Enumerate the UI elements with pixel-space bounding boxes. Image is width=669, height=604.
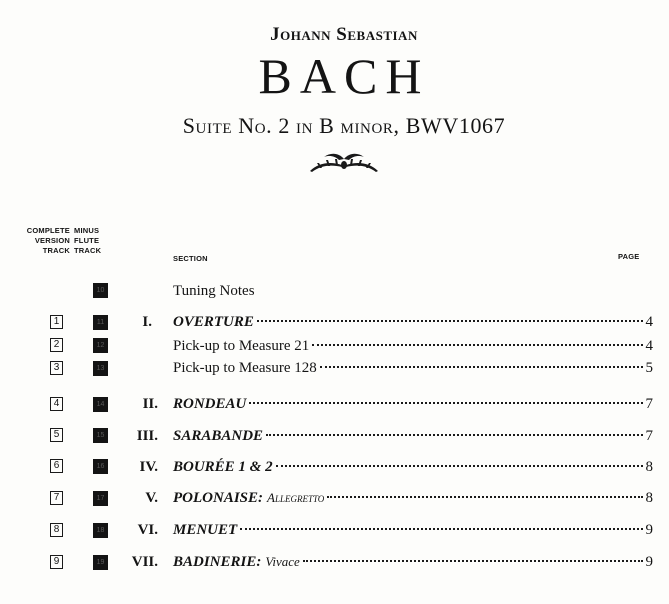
minus-track-box: 17 — [93, 491, 108, 506]
dot-leader — [320, 366, 643, 368]
complete-track-box: 6 — [50, 459, 63, 473]
dot-leader — [327, 496, 642, 498]
minus-track-box: 12 — [93, 338, 108, 353]
minus-track-box: 18 — [93, 523, 108, 538]
movement-numeral: I. — [142, 314, 152, 330]
entry-title: RONDEAU — [173, 396, 247, 412]
toc-entry — [173, 360, 653, 377]
entry-title: Pick-up to Measure 128 — [173, 360, 317, 376]
entry-title: BOURÉE 1 & 2 — [173, 459, 273, 475]
toc-entry — [173, 314, 653, 331]
dot-leader — [303, 560, 643, 562]
column-header-line: COMPLETE — [26, 226, 70, 235]
complete-track-box: 9 — [50, 555, 63, 569]
column-header-line: MINUS — [74, 226, 100, 235]
complete-track-box: 7 — [50, 491, 63, 505]
complete-track-box: 4 — [50, 397, 63, 411]
column-header-minus — [74, 226, 114, 256]
minus-track-box: 16 — [93, 459, 108, 474]
minus-track-box: 19 — [93, 555, 108, 570]
movement-numeral: VII. — [131, 554, 158, 570]
toc-entry — [173, 396, 653, 413]
complete-track-box: 1 — [50, 315, 63, 329]
movement-numeral: V. — [145, 490, 158, 506]
dot-leader — [266, 434, 642, 436]
toc-entry — [173, 522, 653, 539]
dot-leader — [312, 344, 642, 346]
minus-track-box: 10 — [93, 283, 108, 298]
complete-track-box: 3 — [50, 361, 63, 375]
dot-leader — [249, 402, 642, 404]
column-header-line: FLUTE — [74, 236, 100, 245]
entry-page: 9 — [645, 522, 653, 538]
entry-tempo: Allegretto — [267, 490, 325, 505]
movement-numeral: II. — [142, 396, 158, 412]
composer-name: Johann Sebastian — [270, 24, 418, 45]
column-header-line: VERSION — [34, 236, 70, 245]
entry-page: 8 — [645, 490, 653, 506]
entry-page: 8 — [645, 459, 653, 475]
dot-leader — [276, 465, 643, 467]
entry-page: 7 — [645, 428, 653, 444]
work-title: Suite No. 2 in B minor, BWV1067 — [182, 113, 506, 138]
toc-entry — [173, 490, 653, 507]
entry-title: MENUET — [173, 522, 238, 538]
entry-tempo: Vivace — [265, 554, 300, 569]
entry-page: 5 — [645, 360, 653, 376]
entry-title: BADINERIE: — [173, 554, 262, 570]
toc-entry — [173, 554, 653, 571]
dot-leader — [240, 528, 642, 530]
entry-page: 4 — [645, 314, 653, 330]
entry-title: OVERTURE — [173, 314, 254, 330]
entry-title: POLONAISE: — [173, 490, 264, 506]
movement-numeral: III. — [136, 428, 158, 444]
complete-track-box: 2 — [50, 338, 63, 352]
dot-leader — [257, 320, 643, 322]
entry-title: Pick-up to Measure 21 — [173, 338, 310, 354]
tuning-notes-label: Tuning Notes — [173, 283, 255, 299]
minus-track-box: 11 — [93, 315, 108, 330]
entry-page: 4 — [645, 338, 653, 354]
composer-surname: BACH — [258, 48, 430, 104]
column-header-page: PAGE — [618, 252, 640, 261]
minus-track-box: 14 — [93, 397, 108, 412]
entry-page: 7 — [645, 396, 653, 412]
minus-track-box: 15 — [93, 428, 108, 443]
toc-entry — [173, 338, 653, 355]
complete-track-box: 5 — [50, 428, 63, 442]
column-header-line: TRACK — [42, 246, 70, 255]
minus-track-box: 13 — [93, 361, 108, 376]
toc-entry — [173, 428, 653, 445]
column-header-section: SECTION — [173, 254, 208, 263]
ornament-icon — [306, 151, 382, 173]
entry-page: 9 — [645, 554, 653, 570]
column-header-complete — [4, 226, 70, 256]
toc-entry — [173, 459, 653, 476]
complete-track-box: 8 — [50, 523, 63, 537]
entry-title: SARABANDE — [173, 428, 264, 444]
column-header-line: TRACK — [74, 246, 102, 255]
movement-numeral: VI. — [137, 522, 158, 538]
movement-numeral: IV. — [139, 459, 158, 475]
